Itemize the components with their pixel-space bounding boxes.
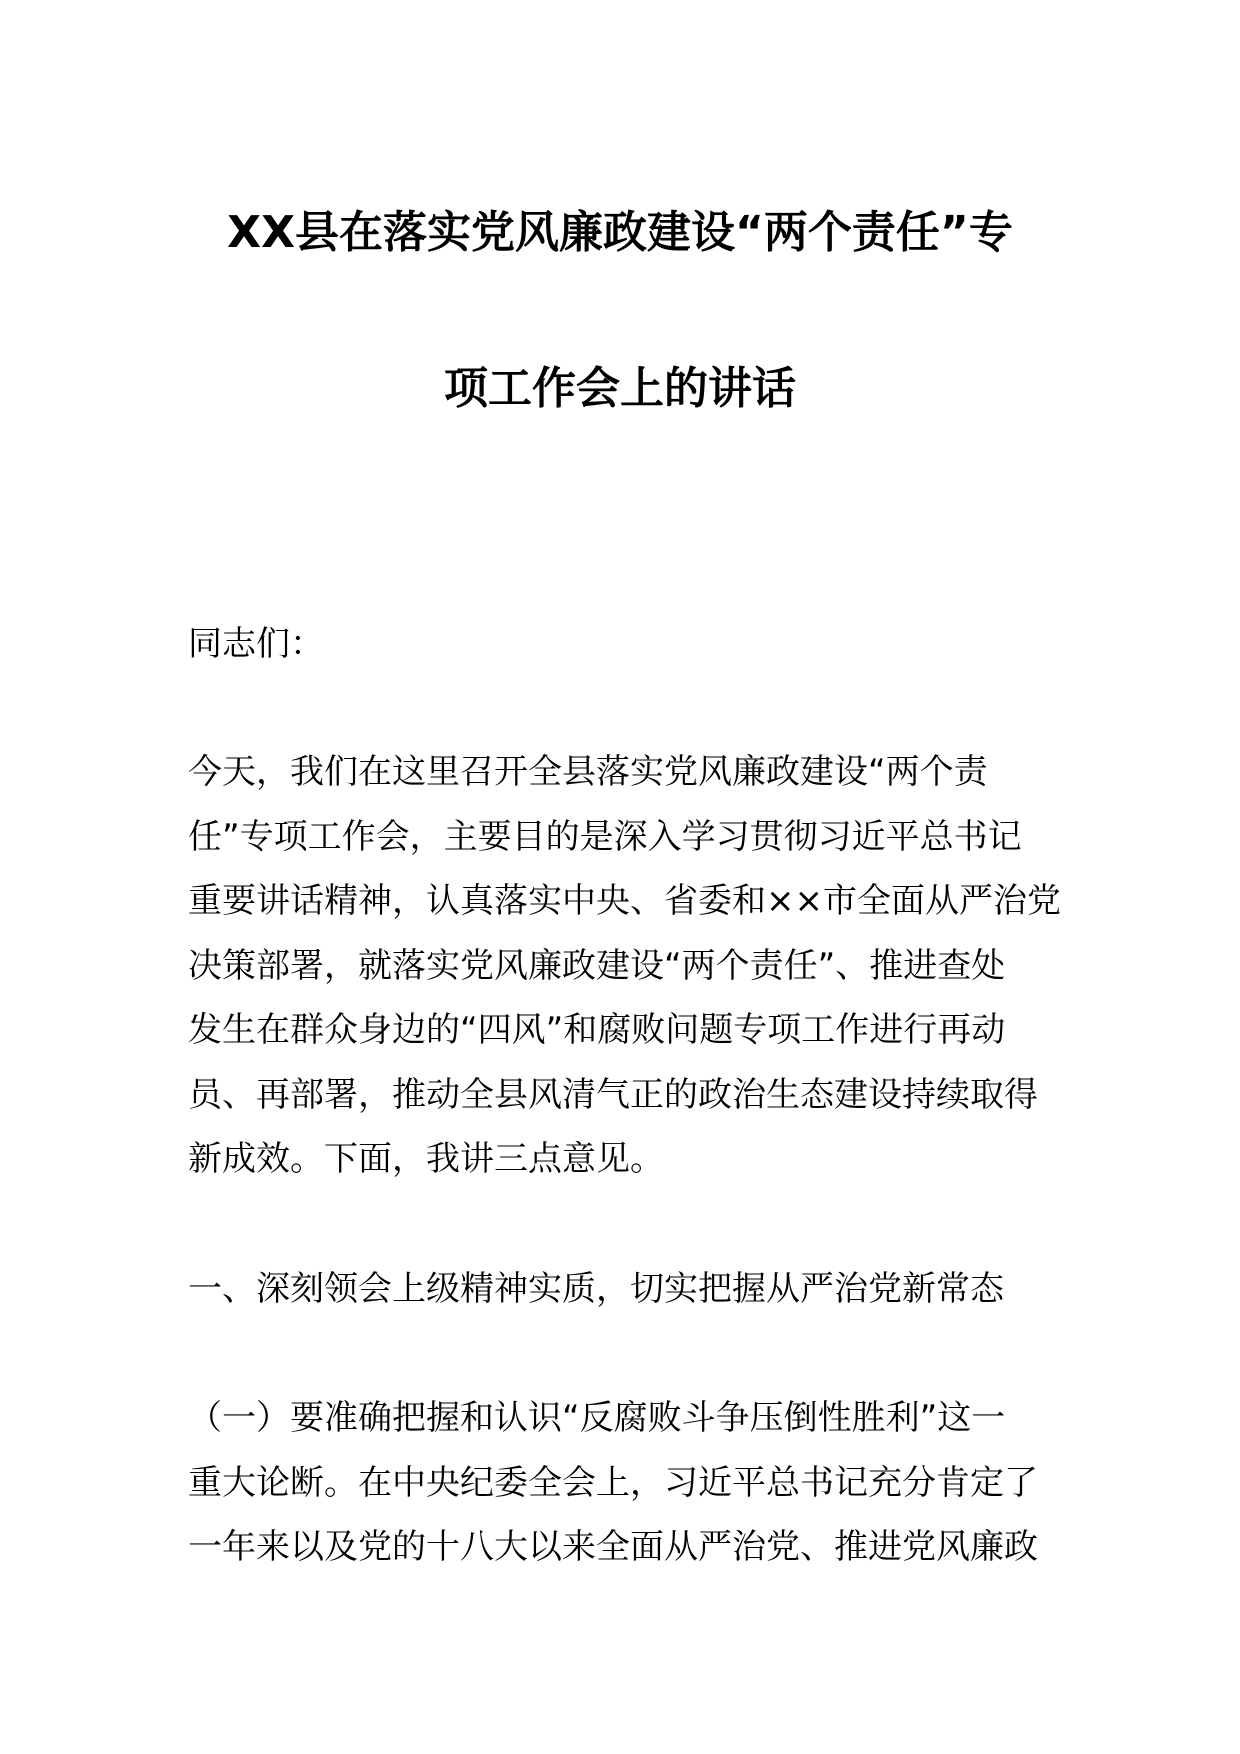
- paragraph-line: 新成效。下面，我讲三点意见。: [188, 1139, 664, 1179]
- salutation-text: 同志们：: [188, 624, 324, 664]
- paragraph-line: 任”专项工作会，主要目的是深入学习贯彻习近平总书记: [188, 816, 1022, 857]
- section-heading-text: 一、深刻领会上级精神实质，切实把握从严治党新常态: [188, 1269, 1004, 1309]
- document-title-line-1: XX县在落实党风廉政建设“两个责任”专: [227, 207, 1013, 258]
- paragraph-subsection-1: [188, 1386, 1058, 1580]
- paragraph-line: 员、再部署，推动全县风清气正的政治生态建设持续取得: [188, 1074, 1038, 1115]
- paragraph-line: 重大论断。在中央纪委全会上，习近平总书记充分肯定了: [188, 1462, 1038, 1503]
- paragraph-line: 发生在群众身边的“四风”和腐败问题专项工作进行再动: [188, 1010, 1006, 1050]
- paragraph-line: 今天，我们在这里召开全县落实党风廉政建设“两个责: [188, 752, 988, 792]
- section-heading-1: [188, 1257, 1058, 1322]
- paragraph-line: 决策部署，就落实党风廉政建设“两个责任”、推进查处: [188, 945, 1006, 986]
- paragraph-intro: [188, 740, 1061, 1192]
- salutation: [188, 612, 1058, 677]
- paragraph-line: （一）要准确把握和认识“反腐败斗争压倒性胜利”这一: [188, 1398, 1006, 1438]
- paragraph-line: 重要讲话精神，认真落实中央、省委和××市全面从严治党: [188, 881, 1061, 921]
- document-title-line-2: 项工作会上的讲话: [444, 363, 796, 414]
- paragraph-line: 一年来以及党的十八大以来全面从严治党、推进党风廉政: [188, 1527, 1038, 1567]
